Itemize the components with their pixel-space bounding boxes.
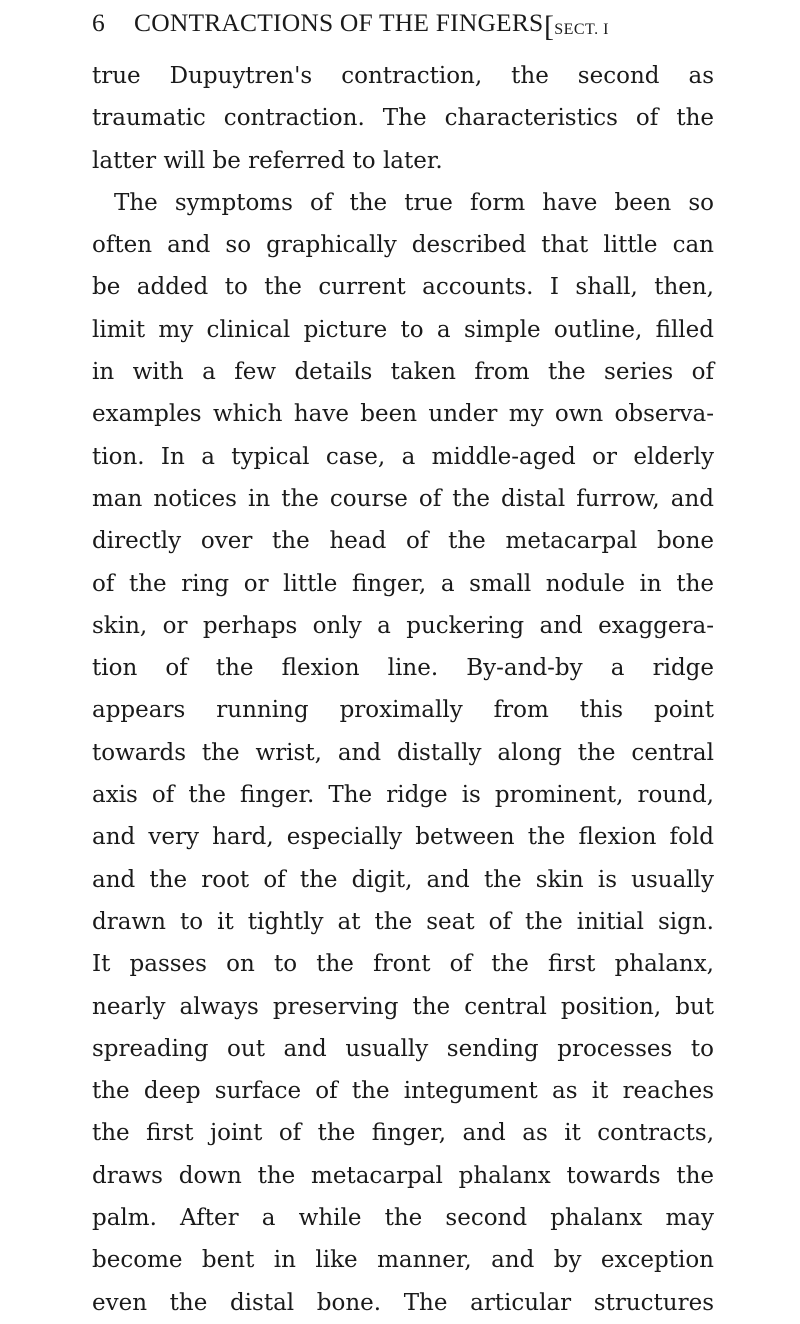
section-bracket: [ xyxy=(544,10,555,43)
text-line: and very hard, especially between the flexion fold xyxy=(92,824,714,851)
text-line: be added to the current accounts. I shall, then, xyxy=(92,274,714,301)
text-line: tion. In a typical case, a middle-aged or elderly xyxy=(92,443,714,470)
text-line: even the distal bone. The articular structures xyxy=(92,1289,714,1316)
text-line: latter will be referred to later. xyxy=(92,147,443,174)
text-line: nearly always preserving the central position, but xyxy=(92,993,714,1020)
text-line: become bent in like manner, and by exception xyxy=(92,1247,714,1274)
text-line: draws down the metacarpal phalanx towards the xyxy=(92,1162,714,1189)
text-line: limit my clinical picture to a simple outline, filled xyxy=(92,316,714,343)
page-number: 6 xyxy=(92,8,105,37)
page-header xyxy=(92,8,712,48)
text-line: man notices in the course of the distal furrow, and xyxy=(92,485,714,512)
body-text xyxy=(92,55,714,1324)
text-line: of the ring or little finger, a small nodule in the xyxy=(92,570,714,597)
text-line: skin, or perhaps only a puckering and exaggera- xyxy=(92,612,714,639)
section-reference xyxy=(544,8,609,42)
text-line: towards the wrist, and distally along the central xyxy=(92,739,714,766)
text-line: axis of the finger. The ridge is prominent, round, xyxy=(92,782,714,809)
running-title: CONTRACTIONS OF THE FINGERS xyxy=(134,8,544,37)
text-line: tion of the flexion line. By-and-by a ridge xyxy=(92,655,714,682)
text-line: the first joint of the finger, and as it contracts, xyxy=(92,1120,714,1147)
text-line: in with a few details taken from the series of xyxy=(92,359,714,386)
text-line: spreading out and usually sending processes to xyxy=(92,1035,714,1062)
text-line: directly over the head of the metacarpal bone xyxy=(92,528,714,555)
text-line: traumatic contraction. The characteristics of the xyxy=(92,105,714,132)
text-line: It passes on to the front of the first phalanx, xyxy=(92,951,714,978)
section-label: SECT. I xyxy=(554,21,609,38)
text-line: examples which have been under my own observa- xyxy=(92,401,714,428)
text-line: drawn to it tightly at the seat of the initial sign. xyxy=(92,908,714,935)
text-line: The symptoms of the true form have been so xyxy=(114,189,714,216)
text-line: and the root of the digit, and the skin is usually xyxy=(92,866,714,893)
text-line: often and so graphically described that little can xyxy=(92,232,714,259)
text-line: appears running proximally from this point xyxy=(92,697,714,724)
text-line: true Dupuytren's contraction, the second as xyxy=(92,63,714,89)
text-line: palm. After a while the second phalanx may xyxy=(92,1205,714,1232)
text-line: the deep surface of the integument as it reaches xyxy=(92,1078,714,1105)
